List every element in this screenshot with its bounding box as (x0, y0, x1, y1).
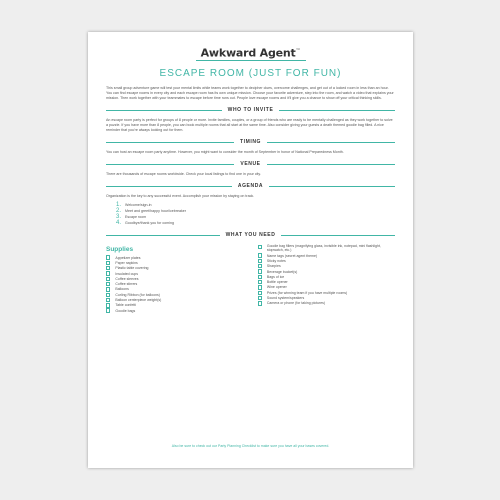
checkbox[interactable] (258, 285, 262, 289)
checklist-label: Table confetti (115, 303, 137, 308)
checkbox[interactable] (258, 269, 262, 273)
checkbox[interactable] (258, 296, 262, 300)
checklist-label: Sharpies (266, 264, 281, 269)
supplies-right-column (244, 243, 396, 313)
agenda-item (116, 220, 395, 226)
checkbox[interactable] (106, 308, 110, 312)
section-heading-need (106, 231, 395, 239)
divider (269, 186, 395, 187)
agenda-list (116, 202, 395, 226)
agenda-text: Welcome/sign-in (125, 203, 152, 207)
checklist-item (106, 308, 244, 313)
checkbox[interactable] (106, 266, 110, 270)
section-label: WHO TO INVITE (227, 107, 274, 113)
checklist-label: Bags of ice (266, 274, 285, 279)
checklist-item (258, 301, 396, 306)
section-label: VENUE (240, 161, 261, 167)
checkbox[interactable] (106, 271, 110, 275)
agenda-number: 2. (116, 208, 122, 214)
agenda-text: Meet and greet/happy hour/icebreaker (125, 209, 186, 213)
checklist-label: Plastic table covering (115, 266, 149, 271)
logo-underline (196, 60, 306, 61)
checklist-label: Goodie bags (115, 308, 136, 313)
checkbox[interactable] (258, 245, 262, 249)
divider (267, 142, 395, 143)
checklist-label: Paper napkins (115, 260, 138, 265)
agenda-paragraph: Organization is the key to any successful event. Accomplish your mission by staying on track. (106, 194, 255, 198)
trademark-mark: ™ (295, 48, 301, 54)
checkbox[interactable] (106, 287, 110, 291)
section-heading-venue (106, 160, 395, 168)
checkbox[interactable] (258, 301, 262, 305)
section-heading-agenda (106, 182, 395, 190)
supplies-left-column (106, 243, 244, 313)
checklist-label: Name tags (secret agent theme) (266, 253, 318, 258)
intro-paragraph: This small group adventure game will test your mental limits while teams work together to decipher clues, overcome challenges, and get out of a locked room in less than an hour. You can find escape rooms in every city and each escape room has its own unique mission. Choose your favorite adventure, step into the room, and watch a video that explains your mission. Then work together with your teammates to escape before time runs out. People love escape rooms and it'll give you a chance to show off your critical thinking skills. (106, 86, 394, 100)
section-label: TIMING (239, 139, 262, 145)
checklist-label: Goodie bag fillers (magnifying glass, invisible ink, notepad, mini flashlight, stopwatch, etc.) (266, 243, 381, 252)
section-heading-timing (106, 138, 395, 146)
checkbox[interactable] (258, 275, 262, 279)
document-page (88, 32, 413, 468)
divider (106, 186, 232, 187)
checklist-label: Beverage bucket(s) (266, 269, 298, 274)
checklist-label: Sound system/speakers (266, 296, 305, 301)
checkbox[interactable] (106, 293, 110, 297)
checklist-label: Balloon centerpiece weight(s) (115, 298, 162, 303)
brand-logo (106, 44, 395, 59)
divider (106, 110, 222, 111)
divider (106, 142, 234, 143)
checkbox[interactable] (106, 298, 110, 302)
footer-note[interactable]: Also be sure to check out our Party Planning Checklist to make sure you have all your bases covered. (171, 444, 330, 448)
checklist-label: Camera or phone (for taking pictures) (266, 301, 326, 306)
checkbox[interactable] (106, 261, 110, 265)
divider (281, 235, 395, 236)
divider (106, 164, 234, 165)
agenda-text: Goodbye/thank you for coming (125, 221, 174, 225)
timing-paragraph: You can host an escape room party anytime. However, you might want to consider the month of September in honor of National Preparedness Month. (106, 150, 344, 154)
checklist-label: Appetizer plates (115, 255, 141, 260)
checkbox[interactable] (106, 255, 110, 259)
section-label: WHAT YOU NEED (225, 232, 276, 238)
checklist-label: Wine opener (266, 285, 287, 290)
venue-paragraph: There are thousands of escape rooms worldwide. Check your local listings to find one in your city. (106, 172, 261, 176)
checkbox[interactable] (258, 264, 262, 268)
agenda-text: Escape room (125, 215, 147, 219)
checkbox[interactable] (258, 253, 262, 257)
supplies-columns (106, 243, 395, 313)
supplies-heading: Supplies (106, 246, 134, 253)
divider (106, 235, 220, 236)
divider (267, 164, 395, 165)
checkbox[interactable] (106, 282, 110, 286)
checklist-label: Coffee stirrers (115, 282, 138, 287)
checklist-item (258, 243, 396, 253)
document-title: ESCAPE ROOM (JUST FOR FUN) (159, 68, 342, 79)
checklist-label: Coffee sleeves (115, 276, 139, 281)
section-heading-who (106, 106, 395, 114)
divider (279, 110, 395, 111)
checkbox[interactable] (258, 280, 262, 284)
checkbox[interactable] (106, 277, 110, 281)
checklist-label: Balloons (115, 287, 129, 292)
checklist-label: Insulated cups (115, 271, 138, 276)
checklist-label: Sticky notes (266, 258, 286, 263)
checkbox[interactable] (258, 291, 262, 295)
who-paragraph: An escape room party is perfect for groups of 8 people or more. Invite families, couples, or a group of friends who are ready to be mentally challenged as they work together to solve a puzzle. If you have more than 8 people, you can book multiple rooms that all start at the same time. Also consider giving your guests a death themed goodie bag filled. A nice reminder that you're always looking out for them. (106, 118, 393, 132)
agenda-number: 4. (116, 220, 122, 226)
agenda-number: 1. (116, 202, 122, 208)
brand-name: Awkward Agent (200, 46, 296, 60)
checklist-label: Bottle opener (266, 280, 288, 285)
checklist-label: Prizes (for winning team if you have multiple rooms) (266, 290, 348, 295)
checkbox[interactable] (106, 303, 110, 307)
section-label: AGENDA (237, 183, 264, 189)
checkbox[interactable] (258, 259, 262, 263)
checklist-label: Curling Ribbon (for balloons) (115, 292, 160, 297)
agenda-number: 3. (116, 214, 122, 220)
